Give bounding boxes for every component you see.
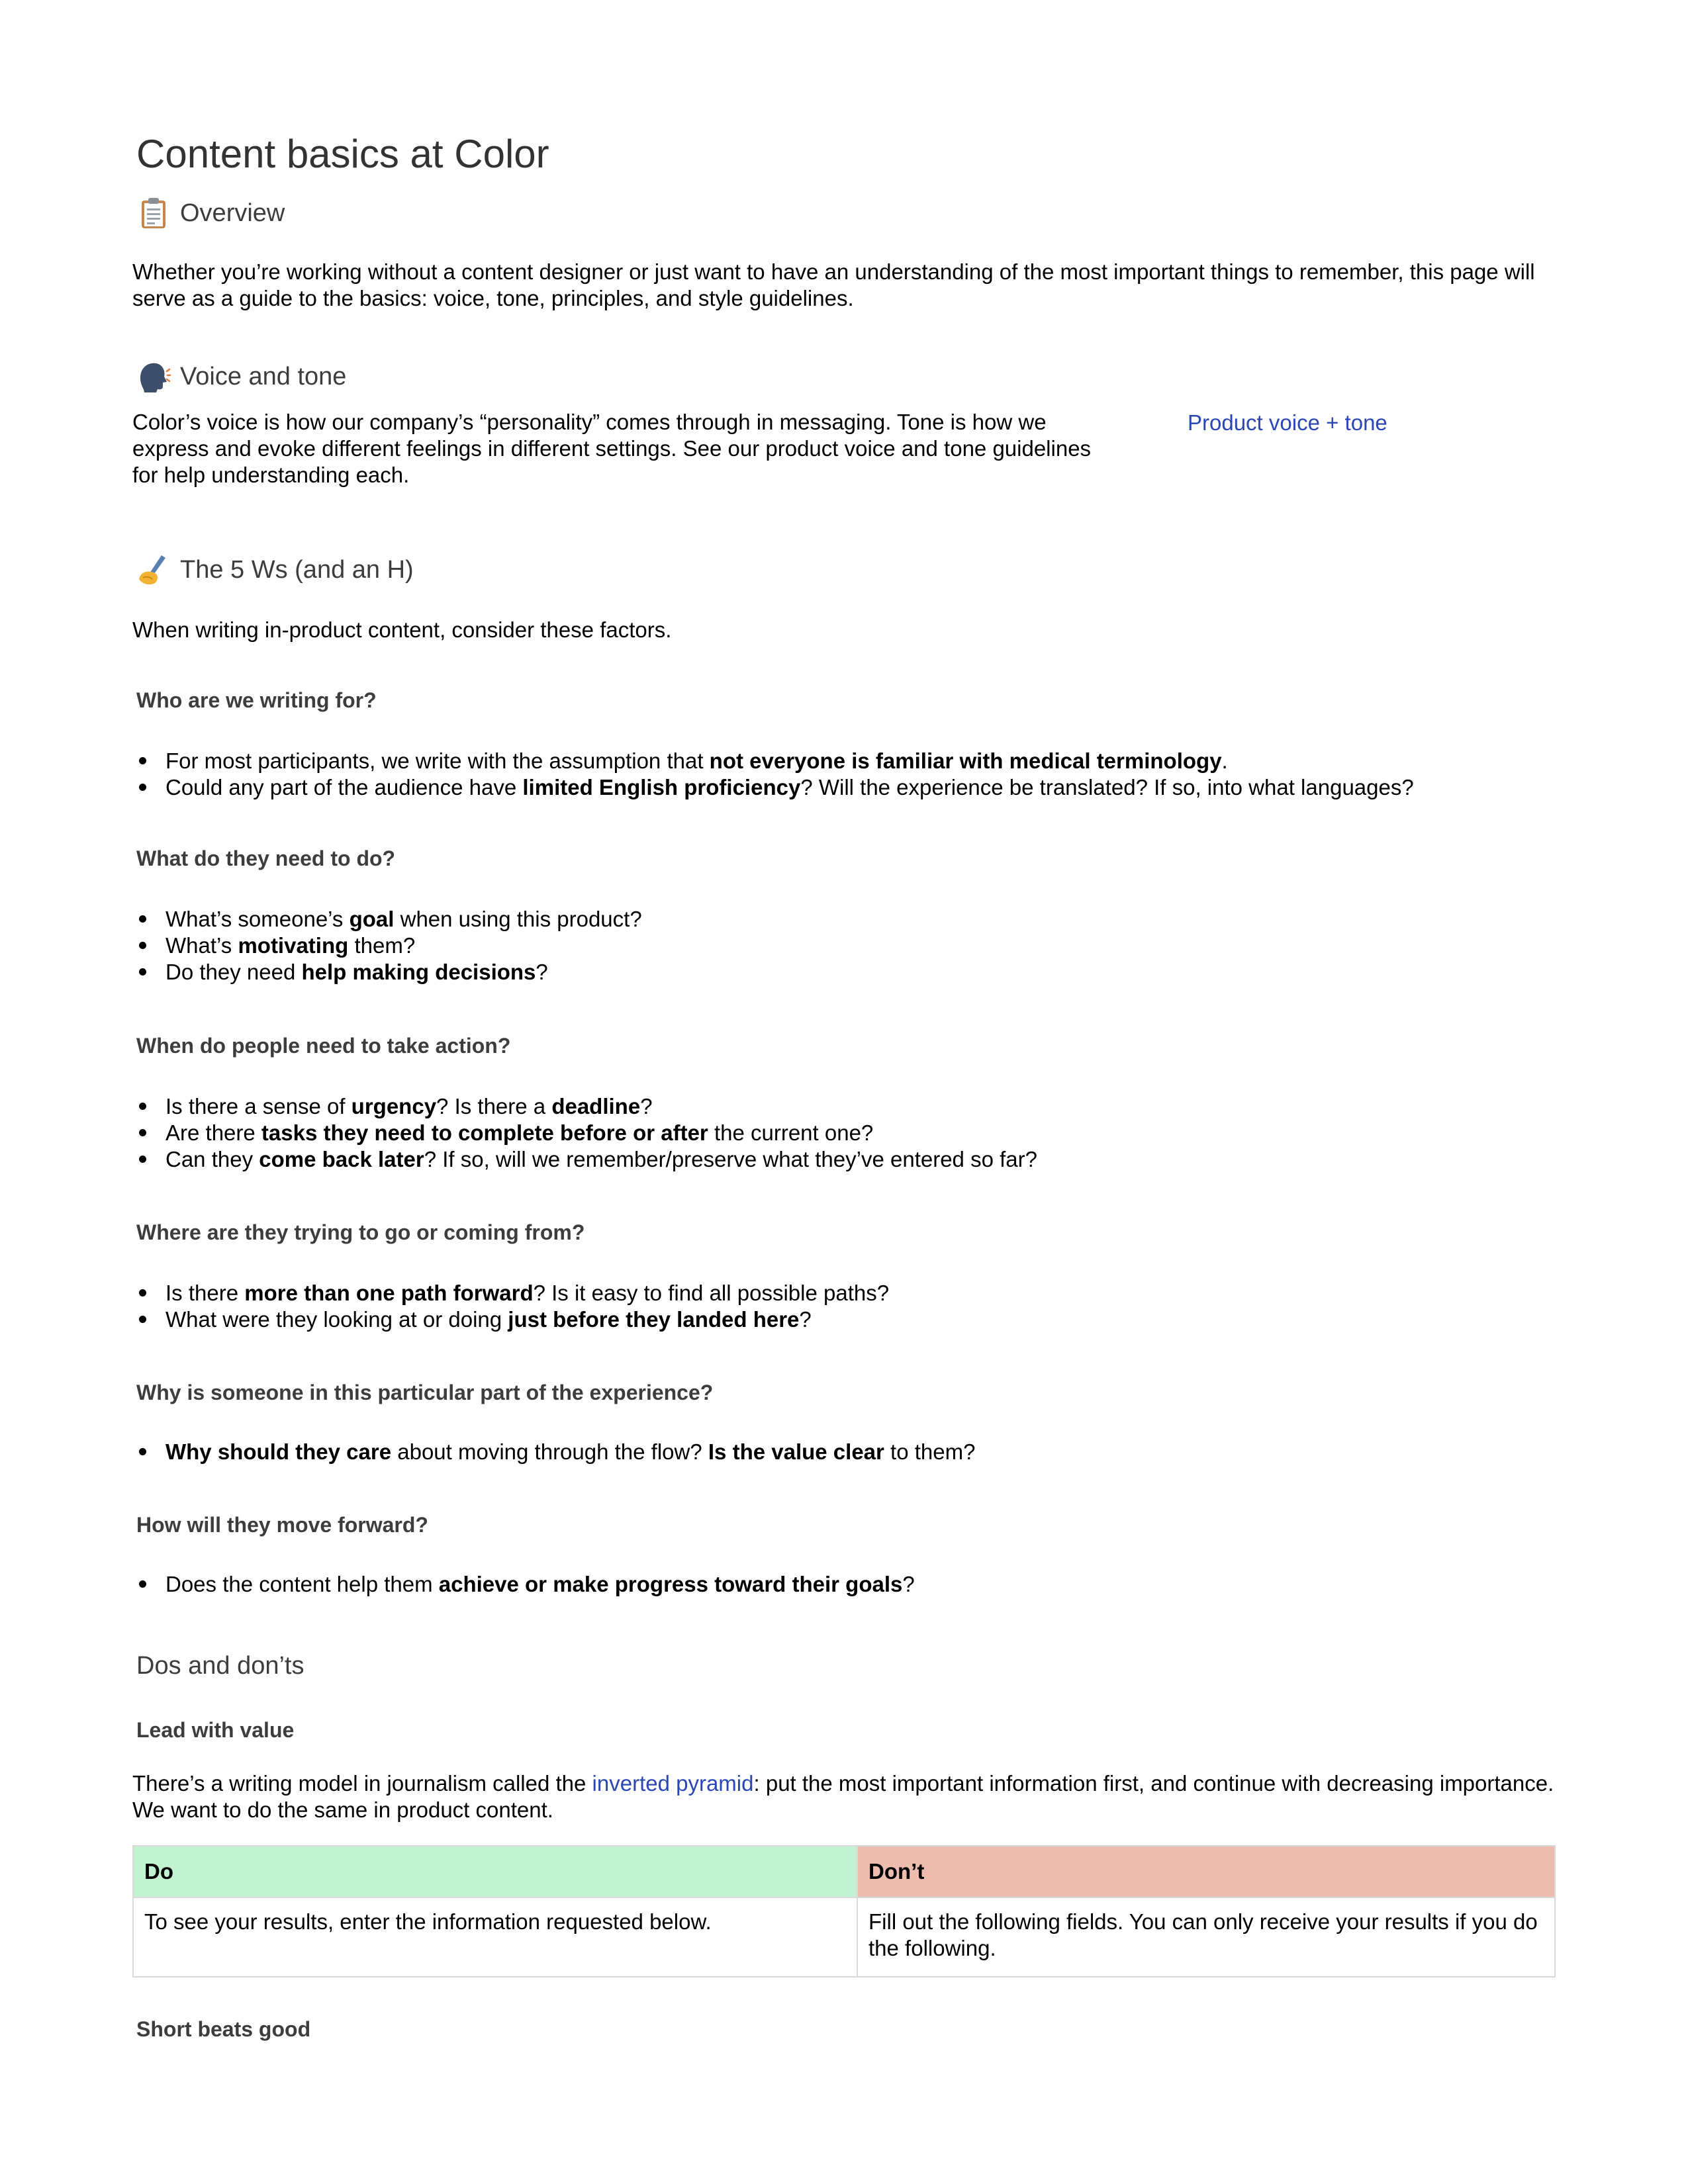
- list-item: [132, 1093, 1037, 1120]
- emphasis-text: just before they landed here: [508, 1307, 800, 1332]
- speaking-head-icon: [136, 359, 171, 394]
- inverted-pyramid-link[interactable]: inverted pyramid: [592, 1771, 754, 1796]
- section-heading: How will they move forward?: [136, 1513, 428, 1537]
- list-item-text: Does the content help them: [165, 1572, 439, 1596]
- list-item: [132, 1280, 889, 1306]
- page-title: Content basics at Color: [136, 132, 549, 176]
- section-heading: When do people need to take action?: [136, 1034, 511, 1058]
- list-item: [132, 959, 642, 985]
- section-list: [132, 1093, 1037, 1173]
- list-item-text: ?: [799, 1307, 812, 1332]
- emphasis-text: Is the value clear: [708, 1439, 884, 1464]
- emphasis-text: not everyone is familiar with medical terminology: [709, 749, 1222, 773]
- list-item-text: Could any part of the audience have: [165, 775, 523, 799]
- emphasis-text: goal: [349, 907, 395, 931]
- dont-header: Don’t: [857, 1846, 1555, 1897]
- voice-body: Color’s voice is how our company’s “personality” comes through in messaging. Tone is how we express and evoke different feelings in different settings. See our product voice and tone guidelines for help understanding each.: [132, 410, 1092, 487]
- emphasis-text: tasks they need to complete before or after: [261, 1120, 708, 1145]
- emphasis-text: Why should they care: [165, 1439, 392, 1464]
- list-item-text: What’s: [165, 933, 238, 958]
- short-beats-good-heading: Short beats good: [136, 2017, 311, 2041]
- list-item-text: to them?: [884, 1439, 976, 1464]
- five-ws-heading-text: The 5 Ws (and an H): [180, 555, 414, 584]
- list-item-text: What’s someone’s: [165, 907, 350, 931]
- emphasis-text: limited English proficiency: [522, 775, 801, 799]
- section-heading: Where are they trying to go or coming from?: [136, 1220, 585, 1244]
- section-list: [132, 1439, 975, 1465]
- emphasis-text: motivating: [238, 933, 349, 958]
- section-list: [132, 906, 642, 985]
- section-heading: What do they need to do?: [136, 846, 396, 870]
- list-item-text: ? Is there a: [436, 1094, 552, 1118]
- emphasis-text: help making decisions: [301, 960, 536, 984]
- voice-heading-text: Voice and tone: [180, 362, 347, 390]
- product-voice-tone-link[interactable]: Product voice + tone: [1188, 410, 1387, 435]
- section-list: [132, 748, 1414, 801]
- list-item: [132, 1120, 1037, 1146]
- list-item-text: Do they need: [165, 960, 302, 984]
- do-example: To see your results, enter the information requested below.: [133, 1897, 857, 1977]
- section-heading: Why is someone in this particular part of the experience?: [136, 1381, 714, 1404]
- list-item-text: about moving through the flow?: [391, 1439, 708, 1464]
- do-dont-table: [132, 1845, 1556, 1978]
- list-item: [132, 1571, 915, 1598]
- writing-hand-icon: [136, 553, 171, 587]
- emphasis-text: deadline: [551, 1094, 641, 1118]
- list-item: [132, 906, 642, 933]
- emphasis-text: more than one path forward: [244, 1281, 534, 1305]
- emphasis-text: urgency: [351, 1094, 437, 1118]
- list-item-text: the current one?: [708, 1120, 874, 1145]
- list-item-text: ?: [902, 1572, 915, 1596]
- list-item-text: ? Is it easy to find all possible paths?: [533, 1281, 890, 1305]
- list-item-text: .: [1221, 749, 1228, 773]
- list-item-text: Is there a sense of: [165, 1094, 352, 1118]
- list-item-text: ?: [640, 1094, 653, 1118]
- lead-body-text-end: : put the most important information first, and continue with decreasing importance. We want to do the same in product content.: [132, 1771, 1554, 1822]
- list-item: [132, 1146, 1037, 1173]
- do-header: Do: [133, 1846, 857, 1897]
- list-item-text: What were they looking at or doing: [165, 1307, 508, 1332]
- list-item: [132, 1306, 889, 1333]
- list-item-text: ? If so, will we remember/preserve what they’ve entered so far?: [424, 1147, 1037, 1171]
- emphasis-text: achieve or make progress toward their goals: [438, 1572, 903, 1596]
- list-item: [132, 1439, 975, 1465]
- list-item: [132, 774, 1414, 801]
- section-list: [132, 1571, 915, 1598]
- overview-body: Whether you’re working without a content designer or just want to have an understanding of the most important things to remember, this page will serve as a guide to the basics: voice, tone, principles, and style guidelines.: [132, 259, 1535, 310]
- five-ws-intro: When writing in-product content, consider these factors.: [132, 617, 672, 642]
- lead-with-value-heading: Lead with value: [136, 1718, 295, 1742]
- list-item-text: Is there: [165, 1281, 245, 1305]
- lead-body-text-start: There’s a writing model in journalism called the: [132, 1771, 592, 1796]
- dos-donts-heading: Dos and don’ts: [136, 1652, 305, 1680]
- list-item-text: Are there: [165, 1120, 261, 1145]
- voice-heading: [136, 359, 346, 394]
- lead-with-value-body: [132, 1770, 1556, 1823]
- section-heading: Who are we writing for?: [136, 688, 377, 712]
- list-item-text: when using this product?: [394, 907, 642, 931]
- list-item: [132, 748, 1414, 774]
- overview-heading: [136, 196, 285, 230]
- clipboard-icon: [136, 196, 171, 230]
- list-item-text: ? Will the experience be translated? If so, into what languages?: [800, 775, 1414, 799]
- list-item: [132, 933, 642, 959]
- five-ws-heading: [136, 553, 414, 587]
- list-item-text: Can they: [165, 1147, 259, 1171]
- list-item-text: ?: [536, 960, 548, 984]
- emphasis-text: come back later: [259, 1147, 424, 1171]
- list-item-text: For most participants, we write with the assumption that: [165, 749, 710, 773]
- list-item-text: them?: [348, 933, 416, 958]
- overview-heading-text: Overview: [180, 199, 285, 227]
- section-list: [132, 1280, 889, 1333]
- dont-example: Fill out the following fields. You can only receive your results if you do the following.: [857, 1897, 1555, 1977]
